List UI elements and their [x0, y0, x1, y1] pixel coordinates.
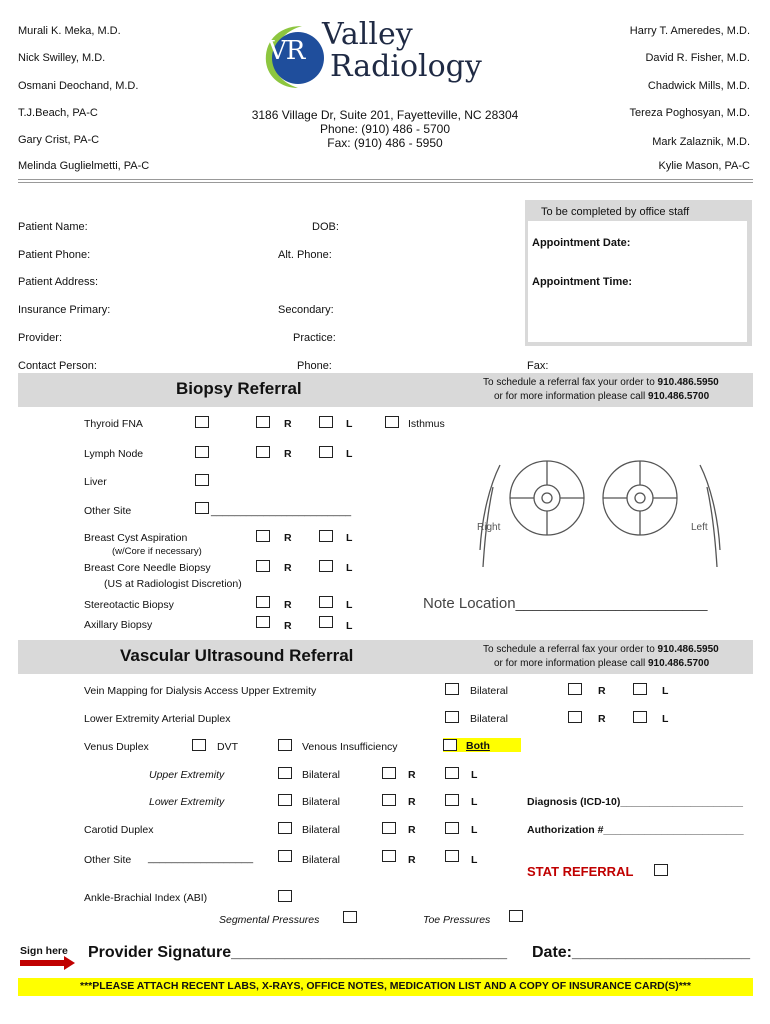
vascular-header-band: [18, 640, 753, 674]
abi-label: Ankle-Brachial Index (ABI): [84, 892, 208, 904]
staff-name: Murali K. Meka, M.D.: [18, 25, 121, 37]
r-label: R: [408, 796, 416, 808]
patient-address-label: Patient Address:: [18, 276, 99, 288]
l-label: L: [346, 562, 353, 574]
toe-pressures-label: Toe Pressures: [423, 914, 491, 926]
lower-extremity-bilateral-checkbox[interactable]: [278, 794, 292, 806]
staff-name: David R. Fisher, M.D.: [645, 52, 750, 64]
carotid-r-checkbox[interactable]: [382, 822, 396, 834]
other-site-bilateral-checkbox[interactable]: [278, 850, 292, 862]
logo-radiology: Radiology: [330, 49, 482, 84]
diagram-right-label: Right: [477, 522, 501, 533]
lower-extremity-l-checkbox[interactable]: [445, 794, 459, 806]
secondary-insurance-label: Secondary:: [278, 304, 334, 316]
contact-phone-label: Phone:: [297, 360, 332, 372]
provider-label: Provider:: [18, 332, 63, 344]
other-site-checkbox[interactable]: [195, 502, 209, 514]
l-label: L: [662, 685, 669, 697]
bilateral-label: Bilateral: [470, 713, 508, 725]
r-label: R: [408, 854, 416, 866]
diagnosis-field[interactable]: Diagnosis (ICD-10)_____________________: [527, 796, 743, 808]
dvt-checkbox[interactable]: [192, 739, 206, 751]
thyroid-r-checkbox[interactable]: [256, 416, 270, 428]
axillary-label: Axillary Biopsy: [84, 619, 153, 631]
bilateral-label: Bilateral: [302, 796, 340, 808]
carotid-label: Carotid Duplex: [84, 824, 154, 836]
lower-arterial-bilateral-checkbox[interactable]: [445, 711, 459, 723]
vascular-other-site-blank[interactable]: __________________: [148, 852, 254, 864]
both-checkbox[interactable]: [443, 739, 457, 751]
staff-name: Kylie Mason, PA-C: [658, 160, 750, 172]
stereotactic-l-checkbox[interactable]: [319, 596, 333, 608]
office-box-title: To be completed by office staff: [541, 206, 690, 218]
vascular-other-site-label: Other Site: [84, 854, 132, 866]
r-label: R: [284, 599, 292, 611]
sign-here-arrow-icon: [20, 956, 76, 970]
clinic-fax: Fax: (910) 486 - 5950: [327, 136, 443, 150]
carotid-bilateral-checkbox[interactable]: [278, 822, 292, 834]
signature-date-field[interactable]: Date:____________________: [532, 944, 750, 961]
breast-core-r-checkbox[interactable]: [256, 560, 270, 572]
contact-person-label: Contact Person:: [18, 360, 97, 372]
stat-referral-label: STAT REFERRAL: [527, 864, 634, 879]
segmental-pressures-checkbox[interactable]: [343, 911, 357, 923]
office-staff-box: [525, 200, 752, 346]
alt-phone-label: Alt. Phone:: [278, 249, 332, 261]
clinic-phone: Phone: (910) 486 - 5700: [319, 122, 451, 136]
staff-name: Tereza Poghosyan, M.D.: [629, 107, 750, 119]
appointment-time-label: Appointment Time:: [532, 276, 633, 288]
r-label: R: [284, 418, 292, 430]
biopsy-title: Biopsy Referral: [176, 379, 302, 398]
r-label: R: [408, 824, 416, 836]
r-label: R: [408, 769, 416, 781]
clinic-address: 3186 Village Dr, Suite 201, Fayetteville, NC 28304: [251, 108, 519, 122]
biopsy-schedule-line1: To schedule a referral fax your order to 910.486.5950: [483, 377, 719, 388]
isthmus-checkbox[interactable]: [385, 416, 399, 428]
vascular-schedule-line1: To schedule a referral fax your order to 910.486.5950: [483, 644, 719, 655]
lower-extremity-label: Lower Extremity: [149, 796, 225, 808]
l-label: L: [471, 824, 478, 836]
stereotactic-label: Stereotactic Biopsy: [84, 599, 174, 611]
upper-extremity-l-checkbox[interactable]: [445, 767, 459, 779]
r-label: R: [598, 685, 606, 697]
vein-mapping-bilateral-checkbox[interactable]: [445, 683, 459, 695]
breast-cyst-r-checkbox[interactable]: [256, 530, 270, 542]
patient-phone-label: Patient Phone:: [18, 249, 91, 261]
r-label: R: [284, 562, 292, 574]
breast-core-label: Breast Core Needle Biopsy: [84, 562, 211, 574]
axillary-r-checkbox[interactable]: [256, 616, 270, 628]
liver-checkbox[interactable]: [195, 474, 209, 486]
dob-label: DOB:: [312, 221, 339, 233]
stereotactic-r-checkbox[interactable]: [256, 596, 270, 608]
sign-here-label: Sign here: [20, 945, 68, 957]
lymph-l-checkbox[interactable]: [319, 446, 333, 458]
l-label: L: [346, 448, 353, 460]
lower-arterial-label: Lower Extremity Arterial Duplex: [84, 713, 231, 725]
lower-arterial-r-checkbox[interactable]: [568, 711, 582, 723]
both-label: Both: [466, 740, 490, 752]
lower-extremity-r-checkbox[interactable]: [382, 794, 396, 806]
lower-arterial-l-checkbox[interactable]: [633, 711, 647, 723]
l-label: L: [471, 796, 478, 808]
r-label: R: [284, 620, 292, 632]
office-box-inner: [528, 221, 747, 342]
practice-label: Practice:: [293, 332, 336, 344]
vein-mapping-r-checkbox[interactable]: [568, 683, 582, 695]
dvt-label: DVT: [217, 741, 238, 753]
staff-name: T.J.Beach, PA-C: [18, 107, 98, 119]
other-site-l-checkbox[interactable]: [445, 850, 459, 862]
staff-name: Chadwick Mills, M.D.: [647, 80, 750, 92]
venus-duplex-label: Venus Duplex: [84, 741, 149, 753]
carotid-l-checkbox[interactable]: [445, 822, 459, 834]
isthmus-label: Isthmus: [408, 418, 445, 430]
note-location-blank[interactable]: _______________________: [515, 595, 708, 612]
l-label: L: [346, 418, 353, 430]
r-label: R: [598, 713, 606, 725]
breast-core-sublabel: (US at Radiologist Discretion): [104, 578, 242, 590]
abi-checkbox[interactable]: [278, 890, 292, 902]
diagram-left-label: Left: [691, 522, 708, 533]
staff-name: Mark Zalaznik, M.D.: [652, 136, 750, 148]
other-site-blank[interactable]: ________________________: [211, 505, 352, 517]
other-site-r-checkbox[interactable]: [382, 850, 396, 862]
upper-extremity-label: Upper Extremity: [149, 769, 225, 781]
staff-name: Gary Crist, PA-C: [18, 134, 100, 146]
vascular-schedule-line2: or for more information please call 910.486.5700: [494, 658, 710, 669]
l-label: L: [346, 532, 353, 544]
breast-diagram[interactable]: [460, 455, 740, 570]
vein-mapping-l-checkbox[interactable]: [633, 683, 647, 695]
toe-pressures-checkbox[interactable]: [509, 910, 523, 922]
header-divider: [18, 182, 753, 183]
venous-insufficiency-label: Venous Insufficiency: [302, 741, 398, 753]
breast-cyst-label: Breast Cyst Aspiration: [84, 532, 188, 544]
bilateral-label: Bilateral: [302, 854, 340, 866]
venous-insufficiency-checkbox[interactable]: [278, 739, 292, 751]
vascular-title: Vascular Ultrasound Referral: [120, 646, 354, 665]
thyroid-fna-label: Thyroid FNA: [84, 418, 143, 430]
logo-valley: Valley: [322, 17, 413, 52]
lymph-node-label: Lymph Node: [84, 448, 144, 460]
breast-cyst-l-checkbox[interactable]: [319, 530, 333, 542]
header-divider: [18, 179, 753, 180]
thyroid-l-checkbox[interactable]: [319, 416, 333, 428]
staff-name: Melinda Guglielmetti, PA-C: [18, 160, 150, 172]
lymph-node-checkbox[interactable]: [195, 446, 209, 458]
note-location-label: Note Location_______________________: [423, 595, 708, 612]
insurance-primary-label: Insurance Primary:: [18, 304, 111, 316]
r-label: R: [284, 448, 292, 460]
provider-signature-field[interactable]: Provider Signature_______________________________: [88, 944, 507, 961]
liver-label: Liver: [84, 476, 107, 488]
r-label: R: [284, 532, 292, 544]
l-label: L: [346, 620, 353, 632]
vein-mapping-label: Vein Mapping for Dialysis Access Upper Extremity: [84, 685, 317, 697]
bilateral-label: Bilateral: [302, 769, 340, 781]
upper-extremity-bilateral-checkbox[interactable]: [278, 767, 292, 779]
authorization-field[interactable]: Authorization #________________________: [527, 824, 744, 836]
staff-name: Osmani Deochand, M.D.: [18, 80, 139, 92]
staff-name: Nick Swilley, M.D.: [18, 52, 106, 64]
stat-referral-checkbox[interactable]: [654, 864, 668, 876]
lymph-r-checkbox[interactable]: [256, 446, 270, 458]
attach-note: ***PLEASE ATTACH RECENT LABS, X-RAYS, OFFICE NOTES, MEDICATION LIST AND A COPY OF INSURANCE CARD(S)***: [80, 980, 691, 992]
l-label: L: [346, 599, 353, 611]
bilateral-label: Bilateral: [302, 824, 340, 836]
staff-name: Harry T. Ameredes, M.D.: [629, 25, 750, 37]
biopsy-schedule-line2: or for more information please call 910.486.5700: [494, 391, 710, 402]
l-label: L: [662, 713, 669, 725]
appointment-date-label: Appointment Date:: [532, 237, 631, 249]
other-site-label: Other Site: [84, 505, 132, 517]
breast-cyst-sublabel: (w/Core if necessary): [112, 546, 202, 557]
l-label: L: [471, 769, 478, 781]
logo-monogram: VR: [268, 36, 305, 66]
bilateral-label: Bilateral: [470, 685, 508, 697]
biopsy-header-band: [18, 373, 753, 407]
contact-fax-label: Fax:: [527, 360, 549, 372]
l-label: L: [471, 854, 478, 866]
axillary-l-checkbox[interactable]: [319, 616, 333, 628]
thyroid-fna-checkbox[interactable]: [195, 416, 209, 428]
upper-extremity-r-checkbox[interactable]: [382, 767, 396, 779]
patient-name-label: Patient Name:: [18, 221, 88, 233]
segmental-pressures-label: Segmental Pressures: [219, 914, 320, 926]
breast-core-l-checkbox[interactable]: [319, 560, 333, 572]
